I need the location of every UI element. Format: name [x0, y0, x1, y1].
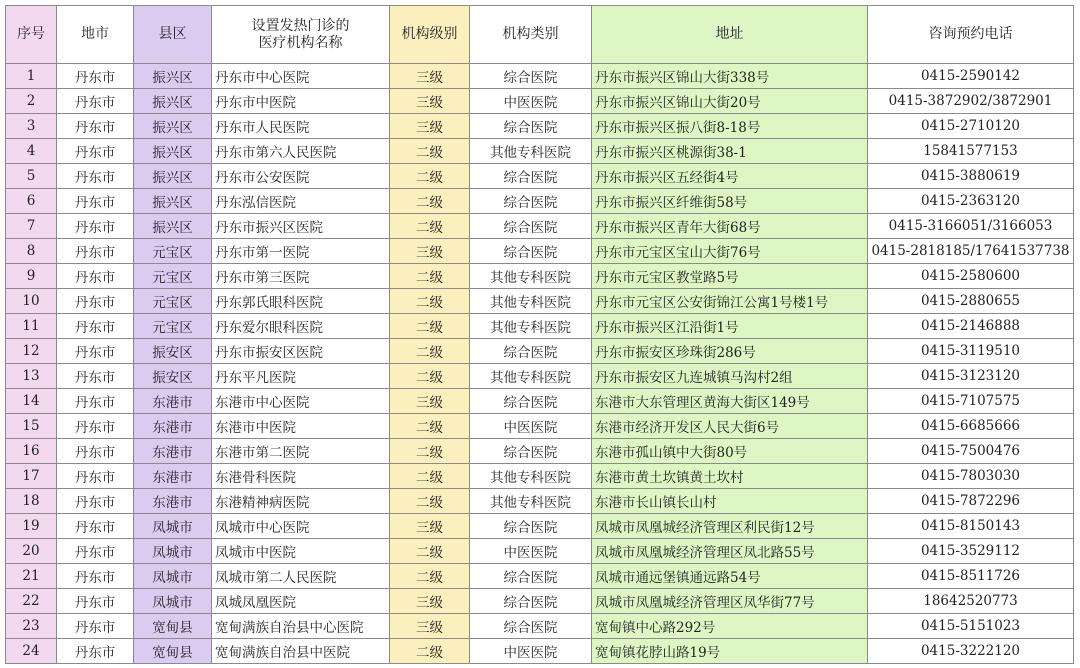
cell-institution-name: 东港精神病医院 — [212, 489, 390, 514]
cell-district: 元宝区 — [134, 289, 212, 314]
cell-level: 二级 — [390, 439, 470, 464]
table-row — [6, 314, 1074, 339]
cell-district: 宽甸县 — [134, 614, 212, 639]
cell-city: 丹东市 — [57, 489, 134, 514]
cell-city: 丹东市 — [57, 264, 134, 289]
cell-district: 振兴区 — [134, 89, 212, 114]
table-row — [6, 264, 1074, 289]
cell-address: 东港市黄土坎镇黄土坎村 — [592, 464, 868, 489]
cell-index: 14 — [6, 389, 57, 414]
cell-city: 丹东市 — [57, 389, 134, 414]
cell-category: 综合医院 — [470, 339, 592, 364]
cell-level: 二级 — [390, 364, 470, 389]
cell-index: 11 — [6, 314, 57, 339]
cell-phone: 0415-8150143 — [868, 514, 1074, 539]
cell-institution-name: 宽甸满族自治县中医院 — [212, 639, 390, 664]
cell-level: 二级 — [390, 314, 470, 339]
table-row — [6, 139, 1074, 164]
cell-category: 其他专科医院 — [470, 139, 592, 164]
cell-index: 7 — [6, 214, 57, 239]
cell-institution-name: 东港骨科医院 — [212, 464, 390, 489]
table-row — [6, 289, 1074, 314]
cell-level: 二级 — [390, 464, 470, 489]
cell-category: 中医医院 — [470, 539, 592, 564]
cell-phone: 0415-2580600 — [868, 264, 1074, 289]
cell-category: 其他专科医院 — [470, 264, 592, 289]
cell-phone: 0415-7803030 — [868, 464, 1074, 489]
cell-city: 丹东市 — [57, 339, 134, 364]
cell-category: 其他专科医院 — [470, 289, 592, 314]
cell-institution-name: 丹东市第一医院 — [212, 239, 390, 264]
fever-clinic-table — [5, 5, 1074, 664]
table-row — [6, 414, 1074, 439]
cell-address: 丹东市元宝区宝山大街76号 — [592, 239, 868, 264]
table-row — [6, 514, 1074, 539]
cell-address: 丹东市振安区珍珠街286号 — [592, 339, 868, 364]
cell-level: 三级 — [390, 389, 470, 414]
cell-phone: 0415-8511726 — [868, 564, 1074, 589]
cell-district: 元宝区 — [134, 264, 212, 289]
cell-institution-name: 凤城市中心医院 — [212, 514, 390, 539]
cell-city: 丹东市 — [57, 164, 134, 189]
cell-category: 综合医院 — [470, 389, 592, 414]
cell-city: 丹东市 — [57, 189, 134, 214]
cell-city: 丹东市 — [57, 439, 134, 464]
cell-phone: 0415-3166051/3166053 — [868, 214, 1074, 239]
cell-phone: 0415-3880619 — [868, 164, 1074, 189]
cell-institution-name: 丹东市人民医院 — [212, 114, 390, 139]
cell-index: 4 — [6, 139, 57, 164]
cell-index: 18 — [6, 489, 57, 514]
cell-phone: 0415-3872902/3872901 — [868, 89, 1074, 114]
cell-category: 综合医院 — [470, 189, 592, 214]
cell-level: 三级 — [390, 89, 470, 114]
cell-level: 二级 — [390, 639, 470, 664]
cell-category: 综合医院 — [470, 614, 592, 639]
cell-index: 5 — [6, 164, 57, 189]
cell-institution-name: 凤城市第二人民医院 — [212, 564, 390, 589]
header-city: 地市 — [57, 6, 134, 64]
cell-district: 凤城市 — [134, 589, 212, 614]
table-row — [6, 364, 1074, 389]
cell-district: 宽甸县 — [134, 639, 212, 664]
cell-city: 丹东市 — [57, 114, 134, 139]
cell-phone: 0415-7500476 — [868, 439, 1074, 464]
cell-level: 二级 — [390, 139, 470, 164]
cell-district: 振兴区 — [134, 64, 212, 89]
table-row — [6, 64, 1074, 89]
table-row — [6, 89, 1074, 114]
cell-index: 20 — [6, 539, 57, 564]
cell-institution-name: 丹东爱尔眼科医院 — [212, 314, 390, 339]
cell-district: 东港市 — [134, 389, 212, 414]
cell-institution-name: 丹东郭氏眼科医院 — [212, 289, 390, 314]
cell-category: 其他专科医院 — [470, 489, 592, 514]
cell-city: 丹东市 — [57, 464, 134, 489]
cell-index: 9 — [6, 264, 57, 289]
cell-district: 凤城市 — [134, 514, 212, 539]
cell-phone: 0415-2880655 — [868, 289, 1074, 314]
cell-district: 东港市 — [134, 414, 212, 439]
cell-category: 综合医院 — [470, 214, 592, 239]
cell-phone: 0415-3222120 — [868, 639, 1074, 664]
cell-city: 丹东市 — [57, 139, 134, 164]
cell-institution-name: 丹东市振安区医院 — [212, 339, 390, 364]
cell-city: 丹东市 — [57, 639, 134, 664]
cell-index: 12 — [6, 339, 57, 364]
cell-category: 中医医院 — [470, 89, 592, 114]
cell-address: 丹东市振安区九连城镇马沟村2组 — [592, 364, 868, 389]
cell-index: 15 — [6, 414, 57, 439]
cell-institution-name: 宽甸满族自治县中心医院 — [212, 614, 390, 639]
cell-index: 1 — [6, 64, 57, 89]
cell-level: 二级 — [390, 339, 470, 364]
cell-city: 丹东市 — [57, 539, 134, 564]
cell-address: 丹东市元宝区公安街锦江公寓1号楼1号 — [592, 289, 868, 314]
table-row — [6, 464, 1074, 489]
header-institution-name: 设置发热门诊的 医疗机构名称 — [212, 6, 390, 64]
header-index: 序号 — [6, 6, 57, 64]
cell-district: 凤城市 — [134, 564, 212, 589]
cell-index: 24 — [6, 639, 57, 664]
cell-category: 其他专科医院 — [470, 314, 592, 339]
cell-phone: 0415-2363120 — [868, 189, 1074, 214]
cell-index: 3 — [6, 114, 57, 139]
cell-institution-name: 凤城市中医院 — [212, 539, 390, 564]
cell-category: 综合医院 — [470, 64, 592, 89]
table-row — [6, 189, 1074, 214]
table-row — [6, 389, 1074, 414]
cell-phone: 0415-2590142 — [868, 64, 1074, 89]
cell-address: 东港市长山镇长山村 — [592, 489, 868, 514]
cell-institution-name: 东港市中心医院 — [212, 389, 390, 414]
cell-institution-name: 丹东市振兴区医院 — [212, 214, 390, 239]
cell-city: 丹东市 — [57, 239, 134, 264]
cell-institution-name: 丹东平凡医院 — [212, 364, 390, 389]
cell-district: 东港市 — [134, 439, 212, 464]
cell-phone: 18642520773 — [868, 589, 1074, 614]
cell-city: 丹东市 — [57, 89, 134, 114]
table-row — [6, 539, 1074, 564]
cell-address: 丹东市振兴区桃源街38-1 — [592, 139, 868, 164]
cell-district: 振兴区 — [134, 214, 212, 239]
cell-address: 东港市孤山镇中大街80号 — [592, 439, 868, 464]
table-row — [6, 614, 1074, 639]
cell-index: 6 — [6, 189, 57, 214]
cell-index: 10 — [6, 289, 57, 314]
cell-address: 丹东市振兴区青年大街68号 — [592, 214, 868, 239]
cell-category: 综合医院 — [470, 239, 592, 264]
cell-level: 三级 — [390, 514, 470, 539]
cell-phone: 0415-7872296 — [868, 489, 1074, 514]
cell-institution-name: 凤城凤凰医院 — [212, 589, 390, 614]
cell-category: 综合医院 — [470, 564, 592, 589]
cell-district: 振兴区 — [134, 164, 212, 189]
cell-phone: 15841577153 — [868, 139, 1074, 164]
header-district: 县区 — [134, 6, 212, 64]
cell-phone: 0415-3119510 — [868, 339, 1074, 364]
cell-city: 丹东市 — [57, 614, 134, 639]
cell-level: 二级 — [390, 489, 470, 514]
cell-city: 丹东市 — [57, 589, 134, 614]
cell-address: 丹东市振兴区振八街8-18号 — [592, 114, 868, 139]
cell-index: 22 — [6, 589, 57, 614]
cell-district: 东港市 — [134, 489, 212, 514]
cell-level: 三级 — [390, 239, 470, 264]
table-row — [6, 164, 1074, 189]
cell-city: 丹东市 — [57, 514, 134, 539]
cell-institution-name: 丹东市公安医院 — [212, 164, 390, 189]
cell-district: 振兴区 — [134, 189, 212, 214]
cell-institution-name: 东港市中医院 — [212, 414, 390, 439]
cell-address: 丹东市元宝区教堂路5号 — [592, 264, 868, 289]
cell-level: 三级 — [390, 64, 470, 89]
table-row — [6, 214, 1074, 239]
cell-level: 三级 — [390, 589, 470, 614]
cell-phone: 0415-2146888 — [868, 314, 1074, 339]
header-category: 机构类别 — [470, 6, 592, 64]
table-body — [6, 64, 1074, 664]
cell-phone: 0415-2818185/17641537738 — [868, 239, 1074, 264]
cell-level: 三级 — [390, 114, 470, 139]
cell-address: 丹东市振兴区江沿街1号 — [592, 314, 868, 339]
cell-address: 丹东市振兴区锦山大街338号 — [592, 64, 868, 89]
cell-district: 元宝区 — [134, 239, 212, 264]
cell-city: 丹东市 — [57, 289, 134, 314]
cell-phone: 0415-2710120 — [868, 114, 1074, 139]
cell-address: 丹东市振兴区五经街4号 — [592, 164, 868, 189]
header-phone: 咨询预约电话 — [868, 6, 1074, 64]
cell-institution-name: 丹东市第六人民医院 — [212, 139, 390, 164]
cell-district: 凤城市 — [134, 539, 212, 564]
cell-district: 东港市 — [134, 464, 212, 489]
cell-level: 二级 — [390, 214, 470, 239]
cell-index: 23 — [6, 614, 57, 639]
cell-category: 中医医院 — [470, 414, 592, 439]
cell-level: 二级 — [390, 164, 470, 189]
cell-phone: 0415-6685666 — [868, 414, 1074, 439]
cell-level: 二级 — [390, 189, 470, 214]
cell-address: 丹东市振兴区锦山大街20号 — [592, 89, 868, 114]
header-level: 机构级别 — [390, 6, 470, 64]
cell-address: 东港市大东管理区黄海大街区149号 — [592, 389, 868, 414]
cell-institution-name: 丹东市中心医院 — [212, 64, 390, 89]
table-row — [6, 639, 1074, 664]
cell-category: 综合医院 — [470, 514, 592, 539]
cell-index: 16 — [6, 439, 57, 464]
cell-category: 综合医院 — [470, 164, 592, 189]
cell-address: 凤城市通远堡镇通远路54号 — [592, 564, 868, 589]
table-row — [6, 239, 1074, 264]
cell-district: 振安区 — [134, 364, 212, 389]
cell-category: 综合医院 — [470, 114, 592, 139]
cell-address: 凤城市凤凰城经济管理区凤北路55号 — [592, 539, 868, 564]
table-row — [6, 439, 1074, 464]
cell-city: 丹东市 — [57, 214, 134, 239]
table-row — [6, 489, 1074, 514]
cell-address: 丹东市振兴区纤维街58号 — [592, 189, 868, 214]
table-header-row — [6, 6, 1074, 64]
cell-city: 丹东市 — [57, 314, 134, 339]
cell-level: 二级 — [390, 264, 470, 289]
cell-institution-name: 丹东泓信医院 — [212, 189, 390, 214]
table-row — [6, 564, 1074, 589]
cell-category: 综合医院 — [470, 589, 592, 614]
table-row — [6, 339, 1074, 364]
cell-level: 二级 — [390, 414, 470, 439]
cell-city: 丹东市 — [57, 364, 134, 389]
cell-institution-name: 东港市第二医院 — [212, 439, 390, 464]
cell-address: 宽甸镇花脖山路19号 — [592, 639, 868, 664]
cell-address: 凤城市凤凰城经济管理区利民街12号 — [592, 514, 868, 539]
table-row — [6, 589, 1074, 614]
cell-index: 2 — [6, 89, 57, 114]
cell-city: 丹东市 — [57, 414, 134, 439]
cell-level: 二级 — [390, 289, 470, 314]
cell-index: 17 — [6, 464, 57, 489]
cell-city: 丹东市 — [57, 64, 134, 89]
cell-level: 三级 — [390, 614, 470, 639]
cell-phone: 0415-7107575 — [868, 389, 1074, 414]
cell-index: 21 — [6, 564, 57, 589]
cell-district: 元宝区 — [134, 314, 212, 339]
cell-phone: 0415-5151023 — [868, 614, 1074, 639]
header-address: 地址 — [592, 6, 868, 64]
cell-level: 二级 — [390, 539, 470, 564]
cell-index: 8 — [6, 239, 57, 264]
cell-city: 丹东市 — [57, 564, 134, 589]
cell-category: 其他专科医院 — [470, 464, 592, 489]
cell-category: 综合医院 — [470, 439, 592, 464]
cell-institution-name: 丹东市中医院 — [212, 89, 390, 114]
table-row — [6, 114, 1074, 139]
cell-phone: 0415-3123120 — [868, 364, 1074, 389]
cell-district: 振兴区 — [134, 139, 212, 164]
cell-address: 东港市经济开发区人民大街6号 — [592, 414, 868, 439]
cell-institution-name: 丹东市第三医院 — [212, 264, 390, 289]
cell-category: 中医医院 — [470, 639, 592, 664]
cell-address: 凤城市凤凰城经济管理区凤华街77号 — [592, 589, 868, 614]
cell-address: 宽甸镇中心路292号 — [592, 614, 868, 639]
cell-index: 19 — [6, 514, 57, 539]
cell-district: 振兴区 — [134, 114, 212, 139]
cell-level: 二级 — [390, 564, 470, 589]
cell-phone: 0415-3529112 — [868, 539, 1074, 564]
cell-index: 13 — [6, 364, 57, 389]
cell-district: 振安区 — [134, 339, 212, 364]
cell-category: 其他专科医院 — [470, 364, 592, 389]
